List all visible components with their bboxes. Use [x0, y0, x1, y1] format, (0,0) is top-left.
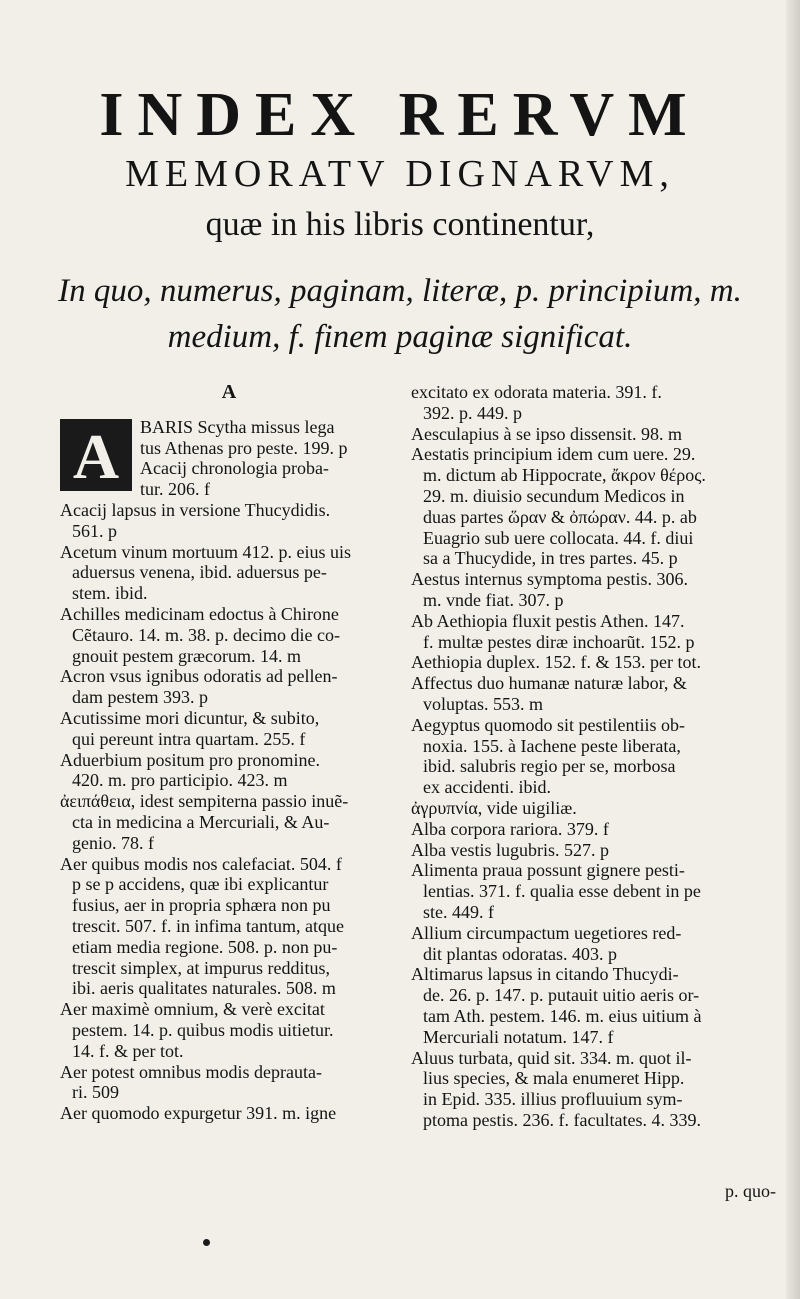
right-entries	[411, 382, 741, 1131]
catchword: p. quo-	[725, 1181, 776, 1201]
index-entry	[411, 798, 741, 819]
index-entry-line: fusius, aer in propria sphæra non pu	[72, 895, 331, 916]
index-entry-line: Achilles medicinam edoctus à Chirone	[60, 603, 339, 624]
index-entry	[60, 999, 398, 1061]
index-entry-line: Ab Aethiopia fluxit pestis Athen. 147.	[411, 610, 685, 631]
right-column	[411, 382, 741, 1131]
left-column	[60, 382, 398, 1124]
index-entry	[60, 854, 398, 1000]
index-entry-line: Acron vsus ignibus odoratis ad pellen-	[60, 666, 338, 687]
index-entry-line: cta in medicina a Mercuriali, & Au-	[72, 811, 330, 832]
index-entry-line: aduersus venena, ibid. aduersus pe-	[72, 562, 327, 583]
first-entry-line: tur. 206. f	[140, 479, 210, 500]
index-entry-line: Allium circumpactum uegetiores red-	[411, 922, 682, 943]
first-entry	[60, 417, 398, 500]
index-entry-line: Acetum vinum mortuum 412. p. eius uis	[60, 541, 351, 562]
index-entry-line: Aer potest omnibus modis deprauta-	[60, 1061, 322, 1082]
index-entry	[60, 1103, 398, 1124]
index-entry-line: genio. 78. f	[72, 832, 154, 853]
first-entry-line: tus Athenas pro peste. 199. p	[140, 437, 348, 458]
index-entry-line: lius species, & mala enumeret Hipp.	[423, 1068, 685, 1089]
index-entry	[411, 444, 741, 569]
index-entry-line: trescit simplex, at impurus redditus,	[72, 957, 330, 978]
index-entry-line: 14. f. & per tot.	[72, 1040, 184, 1061]
index-entry-line: ptoma pestis. 236. f. facultates. 4. 339.	[423, 1109, 701, 1130]
index-entry	[411, 715, 741, 798]
index-entry	[60, 542, 398, 604]
section-letter: A	[221, 381, 237, 403]
index-entry-line: Aethiopia duplex. 152. f. & 153. per tot.	[411, 652, 701, 673]
first-entry-line: Acacij chronologia proba-	[140, 458, 329, 479]
index-entry-line: ἀγρυπνία, vide uigiliæ.	[411, 797, 577, 818]
index-entry-line: ἀειπάθεια, idest sempiterna passio inuẽ-	[60, 791, 349, 812]
index-entry-line: Altimarus lapsus in citando Thucydi-	[411, 964, 679, 985]
index-entry-line: Mercuriali notatum. 147. f	[423, 1026, 614, 1047]
index-entry-line: de. 26. p. 147. p. putauit uitio aeris or-	[423, 985, 700, 1006]
index-entry-line: Aegyptus quomodo sit pestilentiis ob-	[411, 714, 685, 735]
index-entry	[411, 964, 741, 1047]
index-entry-line: 392. p. 449. p	[423, 402, 522, 423]
index-entry-line: etiam media regione. 508. p. non pu-	[72, 936, 338, 957]
index-entry-line: qui pereunt intra quartam. 255. f	[72, 728, 306, 749]
index-entry-line: m. dictum ab Hippocrate, ἄκρον θέρος.	[423, 465, 706, 486]
index-entry-line: voluptas. 553. m	[423, 693, 543, 714]
index-entry-line: noxia. 155. à Iachene peste liberata,	[423, 735, 681, 756]
index-entry-line: stem. ibid.	[72, 583, 148, 604]
index-entry-line: excitato ex odorata materia. 391. f.	[411, 382, 662, 402]
index-entry-line: Aluus turbata, quid sit. 334. m. quot il-	[411, 1047, 692, 1068]
index-entry	[411, 569, 741, 611]
index-entry-line: Aer quomodo expurgetur 391. m. igne	[60, 1103, 337, 1124]
index-entry-line: duas partes ὥραν & ὀπώραν. 44. p. ab	[423, 506, 697, 527]
index-entry-line: lentias. 371. f. qualia esse debent in pe	[423, 881, 701, 902]
index-explanation-line-2: medium, f. finem paginæ significat.	[167, 319, 633, 355]
index-entry-line: ibid. salubris regio per se, morbosa	[423, 756, 676, 777]
index-entry	[60, 666, 398, 708]
index-entry-line: Alba corpora rariora. 379. f	[411, 818, 609, 839]
index-entry-line: Acutissime mori dicuntur, & subito,	[60, 707, 320, 728]
index-entry-line: ex accidenti. ibid.	[423, 777, 551, 798]
index-entry	[60, 708, 398, 750]
index-entry	[411, 382, 741, 424]
index-entry-line: Affectus duo humanæ naturæ labor, &	[411, 673, 687, 694]
index-entry	[60, 1062, 398, 1104]
index-entry-line: sa a Thucydide, in tres partes. 45. p	[423, 548, 678, 569]
index-entry-line: Aer quibus modis nos calefaciat. 504. f	[60, 853, 342, 874]
index-entry-line: p se p accidens, quæ ibi explicantur	[72, 874, 329, 895]
index-entry-line: Aduerbium positum pro pronomine.	[60, 749, 320, 770]
index-entry-line: 420. m. pro participio. 423. m	[72, 770, 288, 791]
index-entry	[60, 750, 398, 792]
index-entry-line: trescit. 507. f. in infima tantum, atque	[72, 915, 344, 936]
index-entry	[60, 791, 398, 853]
index-subtitle-2: quæ in his libris continentur,	[205, 206, 595, 243]
decorated-initial: A	[60, 419, 132, 491]
left-entries	[60, 500, 398, 1124]
index-entry-line: m. vnde fiat. 307. p	[423, 589, 564, 610]
index-entry-line: Aer maximè omnium, & verè excitat	[60, 999, 325, 1020]
index-entry-line: Acacij lapsus in versione Thucydidis.	[60, 499, 331, 520]
index-entry	[60, 500, 398, 542]
first-entry-line: BARIS Scytha missus lega	[140, 416, 335, 437]
index-entry	[411, 840, 741, 861]
index-entry-line: dit plantas odoratas. 403. p	[423, 943, 617, 964]
index-subtitle: MEMORATV DIGNARVM,	[125, 153, 675, 195]
index-entry-line: gnouit pestem græcorum. 14. m	[72, 645, 301, 666]
index-entry	[411, 923, 741, 965]
index-entry-line: Aestatis principium idem cum uere. 29.	[411, 444, 696, 465]
index-entry	[60, 604, 398, 666]
index-entry-line: Alimenta praua possunt gignere pesti-	[411, 860, 685, 881]
index-entry	[411, 424, 741, 445]
index-entry-line: Cẽtauro. 14. m. 38. p. decimo die co-	[72, 624, 340, 645]
index-entry-line: Alba vestis lugubris. 527. p	[411, 839, 609, 860]
index-entry-line: ste. 449. f	[423, 901, 494, 922]
ink-dot	[203, 1239, 210, 1246]
index-entry-line: Aesculapius à se ipso dissensit. 98. m	[411, 423, 682, 444]
index-entry-line: 29. m. diuisio secundum Medicos in	[423, 485, 685, 506]
index-entry-line: 561. p	[72, 520, 117, 541]
index-entry-line: f. multæ pestes diræ inchoarũt. 152. p	[423, 631, 695, 652]
index-entry-line: in Epid. 335. illius profluuium sym-	[423, 1089, 683, 1110]
index-entry-line: Aestus internus symptoma pestis. 306.	[411, 569, 688, 590]
index-explanation-line-1: In quo, numerus, paginam, literæ, p. principium, m.	[58, 273, 742, 309]
index-entry-line: pestem. 14. p. quibus modis uitietur.	[72, 1019, 334, 1040]
index-entry	[411, 1048, 741, 1131]
index-entry-line: Euagrio sub uere collocata. 44. f. diui	[423, 527, 694, 548]
index-entry-line: ri. 509	[72, 1082, 119, 1103]
index-entry-line: tam Ath. pestem. 146. m. eius uitium à	[423, 1005, 702, 1026]
index-explanation	[40, 268, 760, 360]
index-entry	[411, 819, 741, 840]
index-entry	[411, 611, 741, 653]
index-entry	[411, 652, 741, 673]
index-entry-line: dam pestem 393. p	[72, 687, 208, 708]
index-entry-line: ibi. aeris qualitates naturales. 508. m	[72, 978, 336, 999]
index-entry	[411, 673, 741, 715]
index-entry	[411, 860, 741, 922]
index-title: INDEX RERVM	[99, 81, 701, 149]
